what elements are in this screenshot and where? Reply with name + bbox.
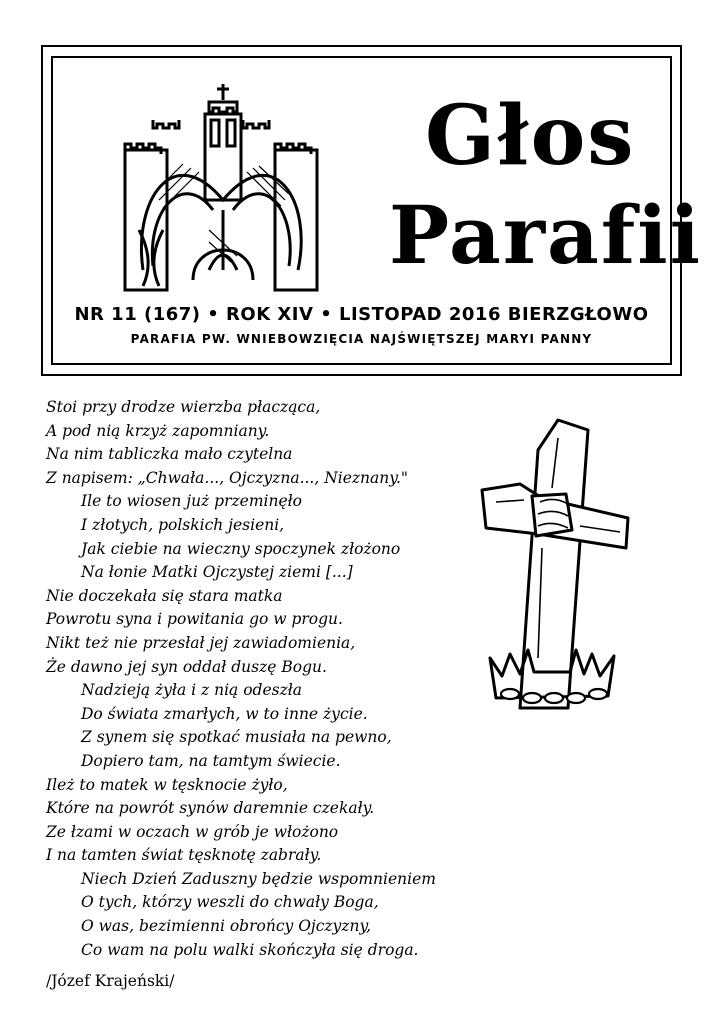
- stanza: [46, 679, 506, 773]
- poem-line: Dopiero tam, na tamtym świecie.: [81, 751, 341, 770]
- title-glos: Głos: [425, 88, 636, 184]
- masthead: [41, 45, 703, 376]
- poem-line: Nadzieją żyła i z nią odeszła: [81, 681, 303, 700]
- poem-line: Stoi przy drodze wierzba płacząca,: [46, 398, 321, 416]
- poem-line: I na tamten świat tęsknotę zabrały.: [46, 846, 322, 865]
- poem-line: Na nim tabliczka mało czytelna: [46, 445, 293, 464]
- wooden-cross-icon: [480, 418, 630, 718]
- poem-line: Powrotu syna i powitania go w progu.: [46, 610, 343, 629]
- poem-line: Ze łzami w oczach w grób je włożono: [46, 822, 339, 841]
- poem: [46, 396, 506, 962]
- poem-line: Ileż to matek w tęsknocie żyło,: [46, 775, 288, 794]
- poem-line: Jak ciebie na wieczny spoczynek złożono: [81, 539, 401, 558]
- stanza: [46, 396, 506, 490]
- poem-line: Które na powrót synów daremnie czekały.: [46, 799, 375, 818]
- masthead-inner-frame: [51, 56, 703, 365]
- poem-author: /Józef Krajeński/: [46, 972, 175, 990]
- title-parafii: Parafii: [389, 188, 703, 282]
- church-logo-icon: [113, 80, 323, 300]
- poem-line: O tych, którzy weszli do chwały Boga,: [81, 893, 379, 912]
- poem-line: Z napisem: „Chwała..., Ojczyzna..., Nieznany.": [46, 468, 409, 487]
- stanza: [46, 774, 506, 868]
- poem-line: Niech Dzień Zaduszny będzie wspomnieniem: [81, 869, 436, 888]
- poem-line: Nie doczekała się stara matka: [46, 586, 283, 605]
- poem-line: I złotych, polskich jesieni,: [81, 515, 285, 534]
- poem-line: Do świata zmarłych, w to inne życie.: [81, 704, 368, 723]
- poem-line: Że dawno jej syn oddał duszę Bogu.: [46, 657, 327, 676]
- stanza: [46, 868, 506, 962]
- parish-name: PARAFIA PW. WNIEBOWZIĘCIA NAJŚWIĘTSZEJ MARYI PANNY: [130, 332, 593, 346]
- poem-line: Z synem się spotkać musiała na pewno,: [81, 728, 392, 747]
- poem-line: Ile to wiosen już przeminęło: [81, 492, 302, 511]
- poem-line: A pod nią krzyż zapomniany.: [46, 421, 270, 440]
- stanza: [46, 585, 506, 679]
- poem-line: Nikt też nie przesłał jej zawiadomienia,: [46, 633, 356, 652]
- poem-line: Co wam na polu walki skończyła się droga.: [81, 940, 419, 959]
- stanza: [46, 490, 506, 584]
- poem-line: O was, bezimienni obrońcy Ojczyzny,: [81, 917, 372, 936]
- issue-info: NR 11 (167) • ROK XIV • LISTOPAD 2016 BIERZGŁOWO: [74, 304, 649, 325]
- poem-line: Na łonie Matki Ojczystej ziemi [...]: [81, 563, 353, 582]
